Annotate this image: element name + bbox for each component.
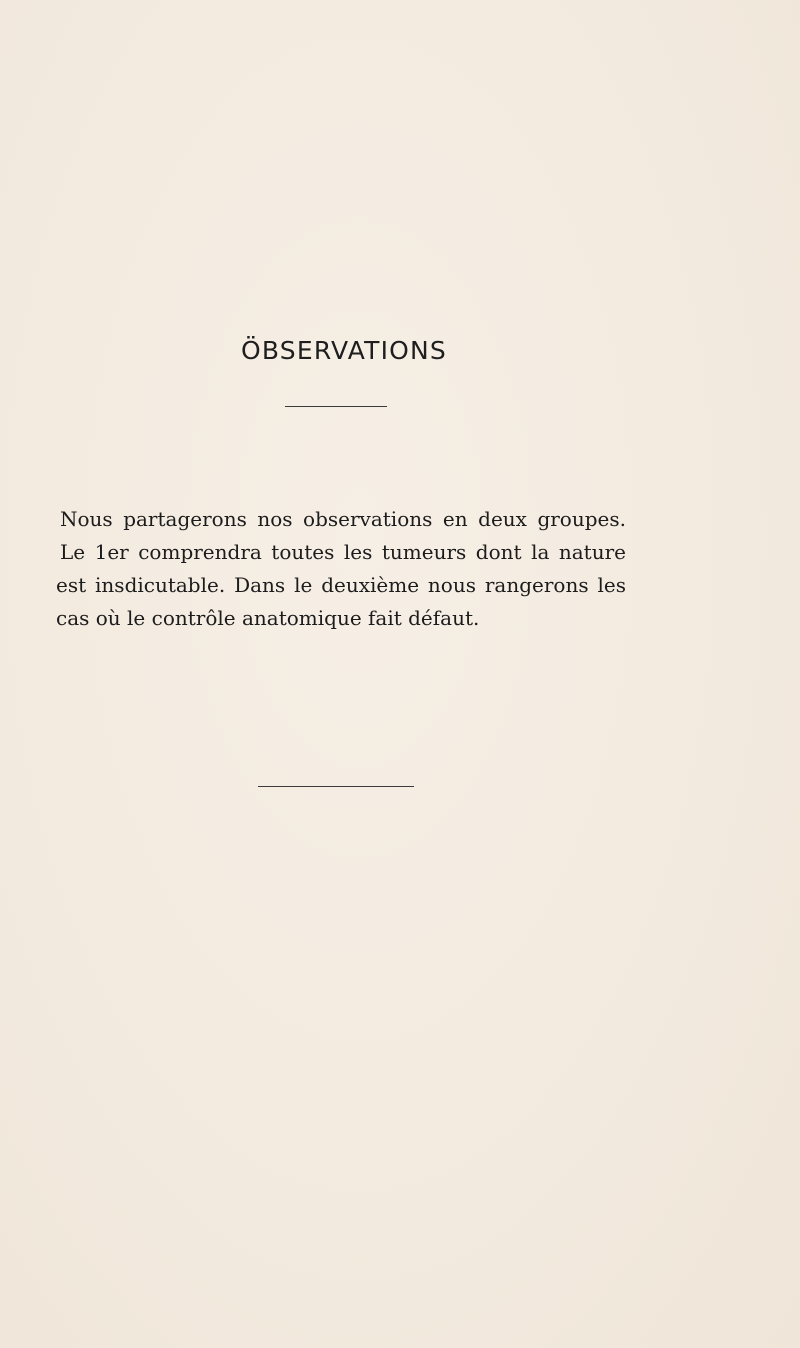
paragraph-line: est insdicutable. Dans le deuxième nous rangerons les [56,573,626,597]
title-divider [285,406,387,407]
paragraph-line: Le 1er comprendra toutes les tumeurs dont la nature [60,540,626,564]
paragraph-line: Nous partagerons nos observations en deux groupes. [60,507,626,531]
paragraph-line: cas où le contrôle anatomique fait défaut. [56,606,480,630]
page-title: ÖBSERVATIONS [240,336,447,365]
section-end-divider [258,786,414,787]
